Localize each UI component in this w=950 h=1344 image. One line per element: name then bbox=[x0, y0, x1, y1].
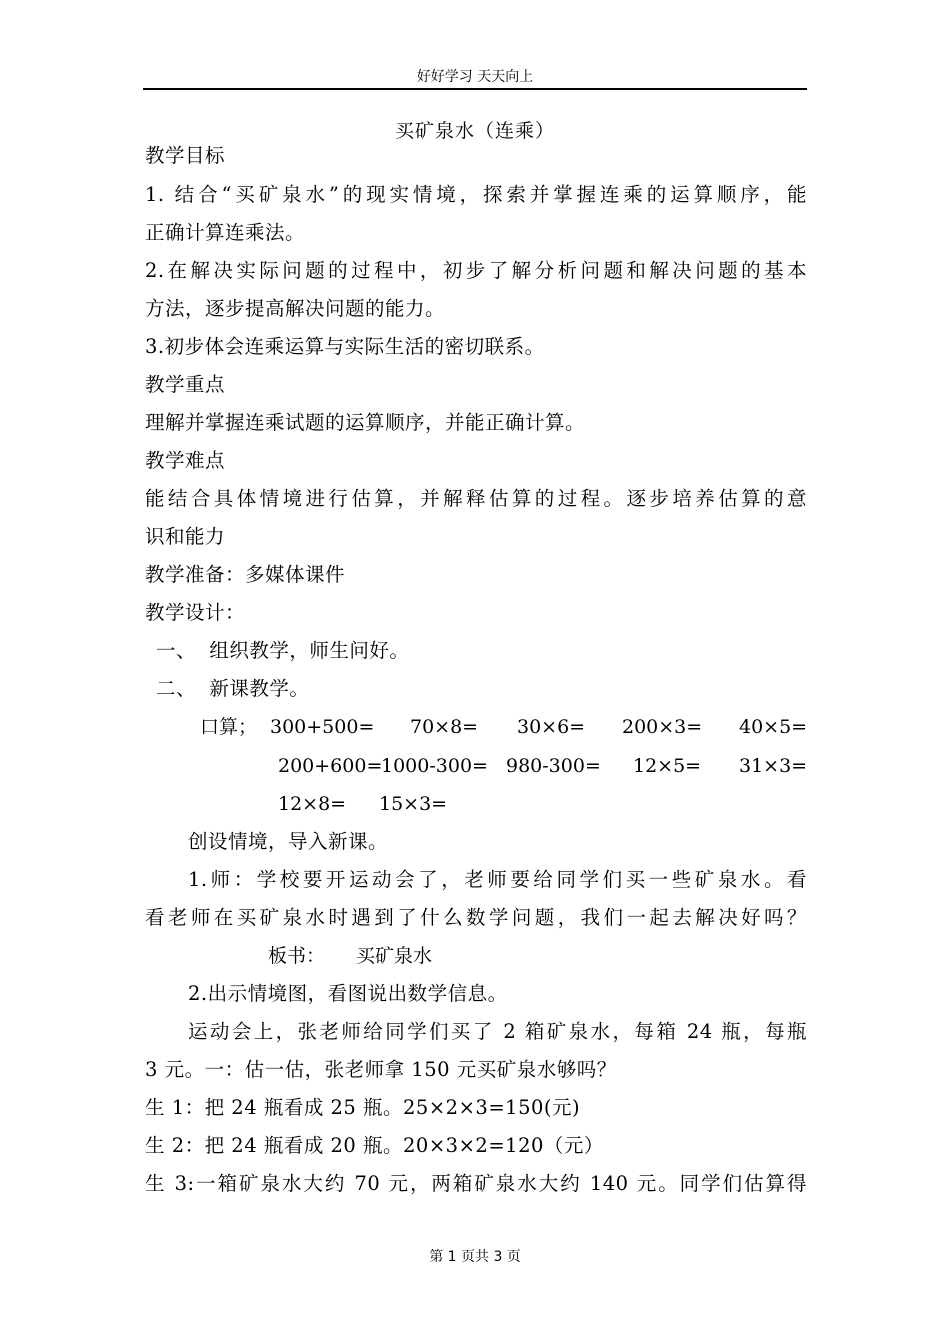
math-item: 12×8= bbox=[278, 793, 347, 815]
math-item: 200×3= bbox=[622, 716, 703, 738]
math-item: 980-300= bbox=[506, 755, 601, 777]
math-item: 1000-300= bbox=[381, 755, 488, 777]
key-points-text: 理解并掌握连乘试题的运算顺序，并能正确计算。 bbox=[145, 411, 586, 434]
key-points-heading: 教学重点 bbox=[145, 373, 226, 396]
math-item: 30×6= bbox=[517, 716, 586, 738]
math-item: 31×3= bbox=[739, 755, 808, 777]
student-answer-2: 生 2：把 24 瓶看成 20 瓶。20×3×2=120（元） bbox=[145, 1134, 604, 1157]
lesson-paragraph-1-line-2: 看老师在买矿泉水时遇到了什么数学问题，我们一起去解决好吗？ bbox=[145, 906, 807, 929]
math-item: 70×8= bbox=[410, 716, 479, 738]
board-text: 买矿泉水 bbox=[356, 945, 433, 967]
lesson-intro: 创设情境，导入新课。 bbox=[188, 830, 389, 853]
board-label: 板书： bbox=[268, 945, 326, 967]
math-item: 300+500= bbox=[270, 716, 375, 738]
goal-3: 3.初步体会连乘运算与实际生活的密切联系。 bbox=[145, 335, 545, 358]
teaching-preparation: 教学准备：多媒体课件 bbox=[145, 563, 346, 586]
lesson-paragraph-1-line-1: 1.师：学校要开运动会了，老师要给同学们买一些矿泉水。看 bbox=[188, 868, 807, 891]
goal-2-line-2: 方法，逐步提高解决问题的能力。 bbox=[145, 297, 446, 320]
goal-1-line-1: 1. 结合“买矿泉水”的现实情境，探索并掌握连乘的运算顺序，能 bbox=[145, 183, 807, 206]
difficult-points-line-1: 能结合具体情境进行估算，并解释估算的过程。逐步培养估算的意 bbox=[145, 487, 807, 510]
math-item: 15×3= bbox=[379, 793, 448, 815]
design-step-1: 一、 组织教学，师生问好。 bbox=[156, 639, 410, 662]
page-header: 好好学习 天天向上 bbox=[416, 69, 534, 85]
lesson-paragraph-2: 2.出示情境图，看图说出数学信息。 bbox=[188, 982, 508, 1005]
design-step-2: 二、 新课教学。 bbox=[156, 677, 310, 700]
goals-heading: 教学目标 bbox=[145, 144, 226, 167]
math-item: 40×5= bbox=[739, 716, 808, 738]
math-item: 12×5= bbox=[633, 755, 702, 777]
document-title: 买矿泉水（连乘） bbox=[394, 120, 555, 142]
header-divider bbox=[143, 88, 807, 90]
student-answer-3: 生 3:一箱矿泉水大约 70 元，两箱矿泉水大约 140 元。同学们估算得 bbox=[145, 1172, 807, 1195]
difficult-points-heading: 教学难点 bbox=[145, 449, 226, 472]
student-answer-1: 生 1：把 24 瓶看成 25 瓶。25×2×3=150(元) bbox=[145, 1096, 581, 1119]
lesson-paragraph-3-line-2: 3 元。一：估一估，张老师拿 150 元买矿泉水够吗？ bbox=[145, 1058, 617, 1081]
page-footer: 第 1 页共 3 页 bbox=[429, 1249, 521, 1265]
goal-2-line-1: 2.在解决实际问题的过程中，初步了解分析问题和解决问题的基本 bbox=[145, 259, 807, 282]
teaching-design-heading: 教学设计： bbox=[145, 601, 246, 624]
difficult-points-line-2: 识和能力 bbox=[145, 525, 226, 548]
goal-1-line-2: 正确计算连乘法。 bbox=[145, 221, 306, 244]
mental-math-label: 口算； bbox=[200, 716, 258, 738]
math-item: 200+600= bbox=[278, 755, 383, 777]
lesson-paragraph-3-line-1: 运动会上，张老师给同学们买了 2 箱矿泉水，每箱 24 瓶，每瓶 bbox=[188, 1020, 807, 1043]
